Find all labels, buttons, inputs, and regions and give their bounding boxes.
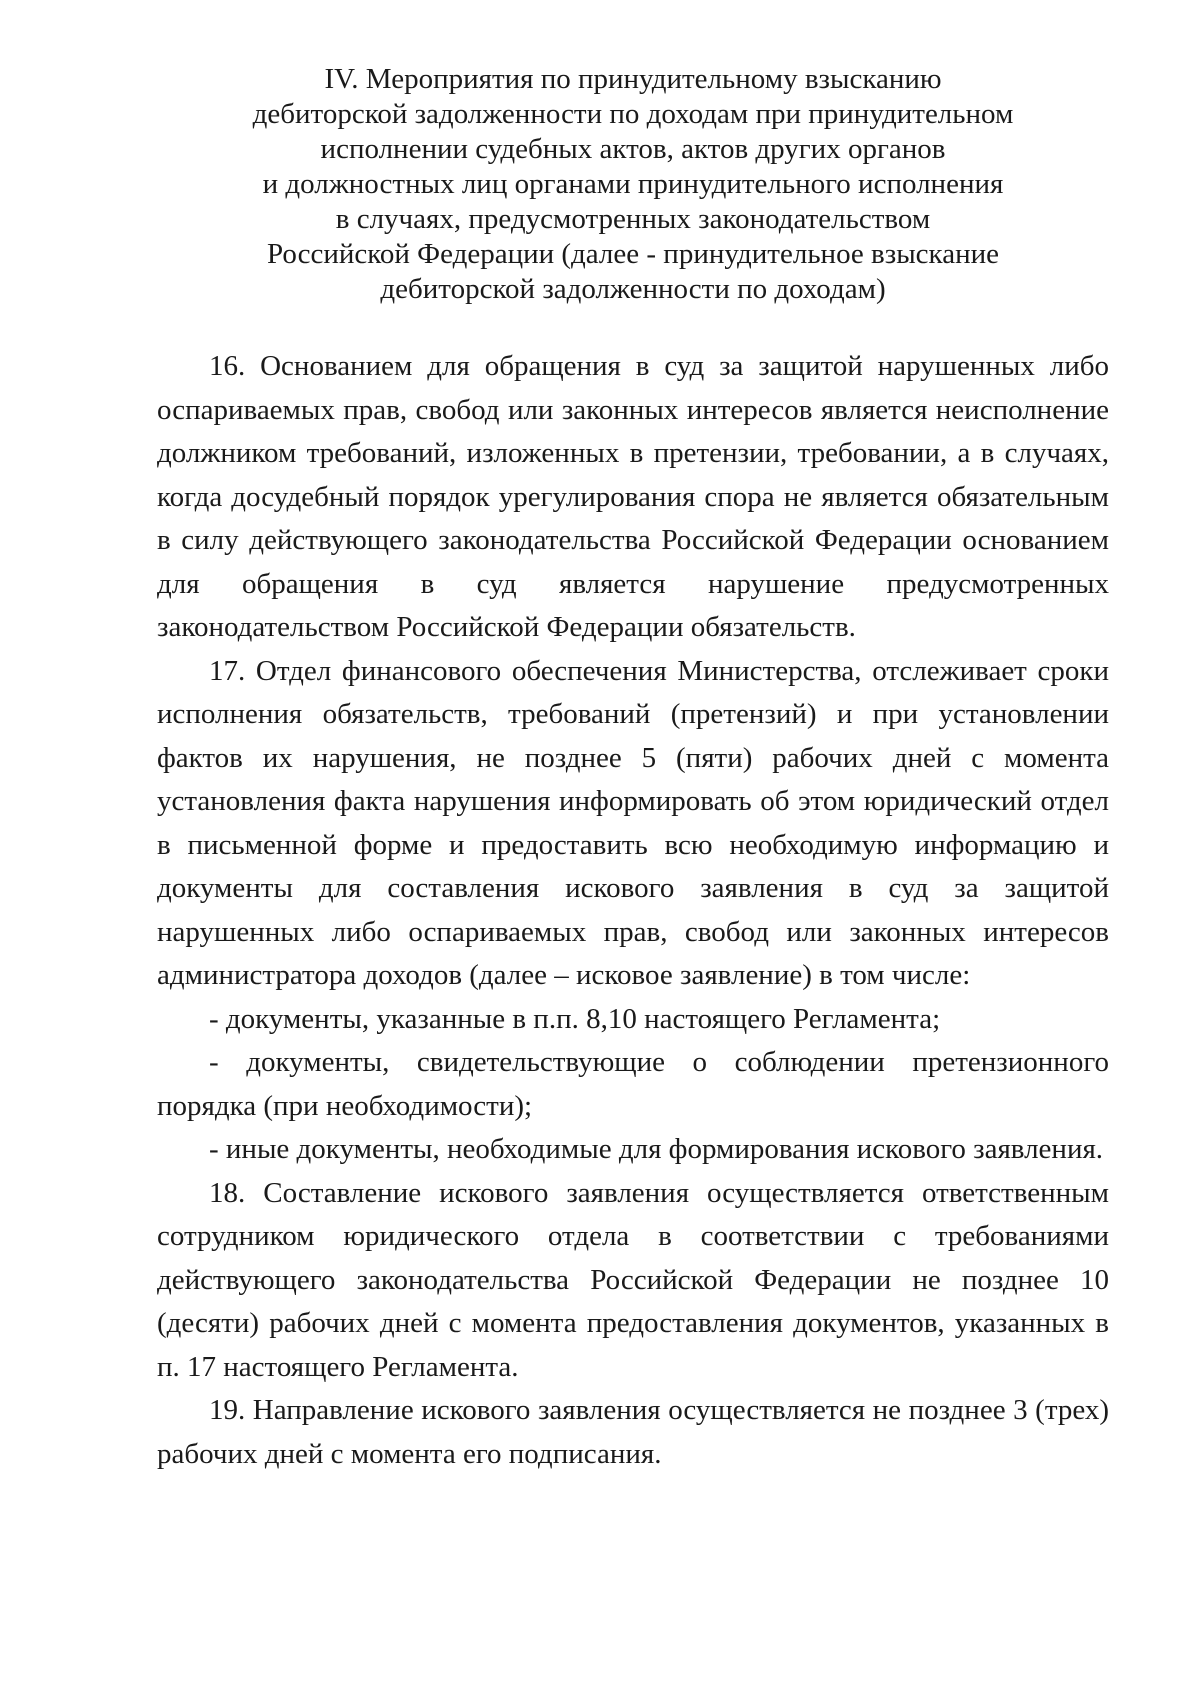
paragraph-18: 18. Составление искового заявления осуществляется ответственным сотрудником юридического отдела в соответствии с требованиями действующего законодательства Российской Федерации не позднее 10 (десяти) рабочих дней с момента предоставления документов, указанных в п. 17 настоящего Регламента. bbox=[157, 1176, 1109, 1383]
heading-line: Российской Федерации (далее - принудительное взыскание bbox=[267, 238, 999, 270]
paragraph-19: 19. Направление искового заявления осуществляется не позднее 3 (трех) рабочих дней с момента его подписания. bbox=[157, 1394, 1109, 1470]
list-item: - документы, свидетельствующие о соблюдении претензионного порядка (при необходимости); bbox=[157, 1046, 1109, 1122]
heading-line: дебиторской задолженности по доходам) bbox=[380, 273, 886, 305]
document-page bbox=[157, 62, 1109, 1476]
heading-line: и должностных лиц органами принудительного исполнения bbox=[262, 168, 1004, 200]
paragraph-16: 16. Основанием для обращения в суд за защитой нарушенных либо оспариваемых прав, свобод или законных интересов является неисполнение должником требований, изложенных в претензии, требовании, а в случаях, когда досудебный порядок урегулирования спора не является обязательным в силу действующего законодательства Российской Федерации основанием для обращения в суд является нарушение предусмотренных законодательством Российской Федерации обязательств. bbox=[157, 350, 1109, 643]
paragraph-17: 17. Отдел финансового обеспечения Министерства, отслеживает сроки исполнения обязательств, требований (претензий) и при установлении фактов их нарушения, не позднее 5 (пяти) рабочих дней с момента установления факта нарушения информировать об этом юридический отдел в письменной форме и предоставить всю необходимую информацию и документы для составления искового заявления в суд за защитой нарушенных либо оспариваемых прав, свобод или законных интересов администратора доходов (далее – исковое заявление) в том числе: bbox=[157, 654, 1109, 991]
heading-line: IV. Мероприятия по принудительному взысканию bbox=[324, 63, 942, 95]
list-item: - документы, указанные в п.п. 8,10 настоящего Регламента; bbox=[209, 1002, 941, 1035]
heading-line: исполнении судебных актов, актов других органов bbox=[320, 133, 946, 165]
heading-line: дебиторской задолженности по доходам при принудительном bbox=[252, 98, 1014, 130]
list-item: - иные документы, необходимые для формирования искового заявления. bbox=[209, 1133, 1104, 1165]
heading-line: в случаях, предусмотренных законодательством bbox=[335, 203, 931, 235]
section-heading bbox=[157, 62, 1109, 307]
